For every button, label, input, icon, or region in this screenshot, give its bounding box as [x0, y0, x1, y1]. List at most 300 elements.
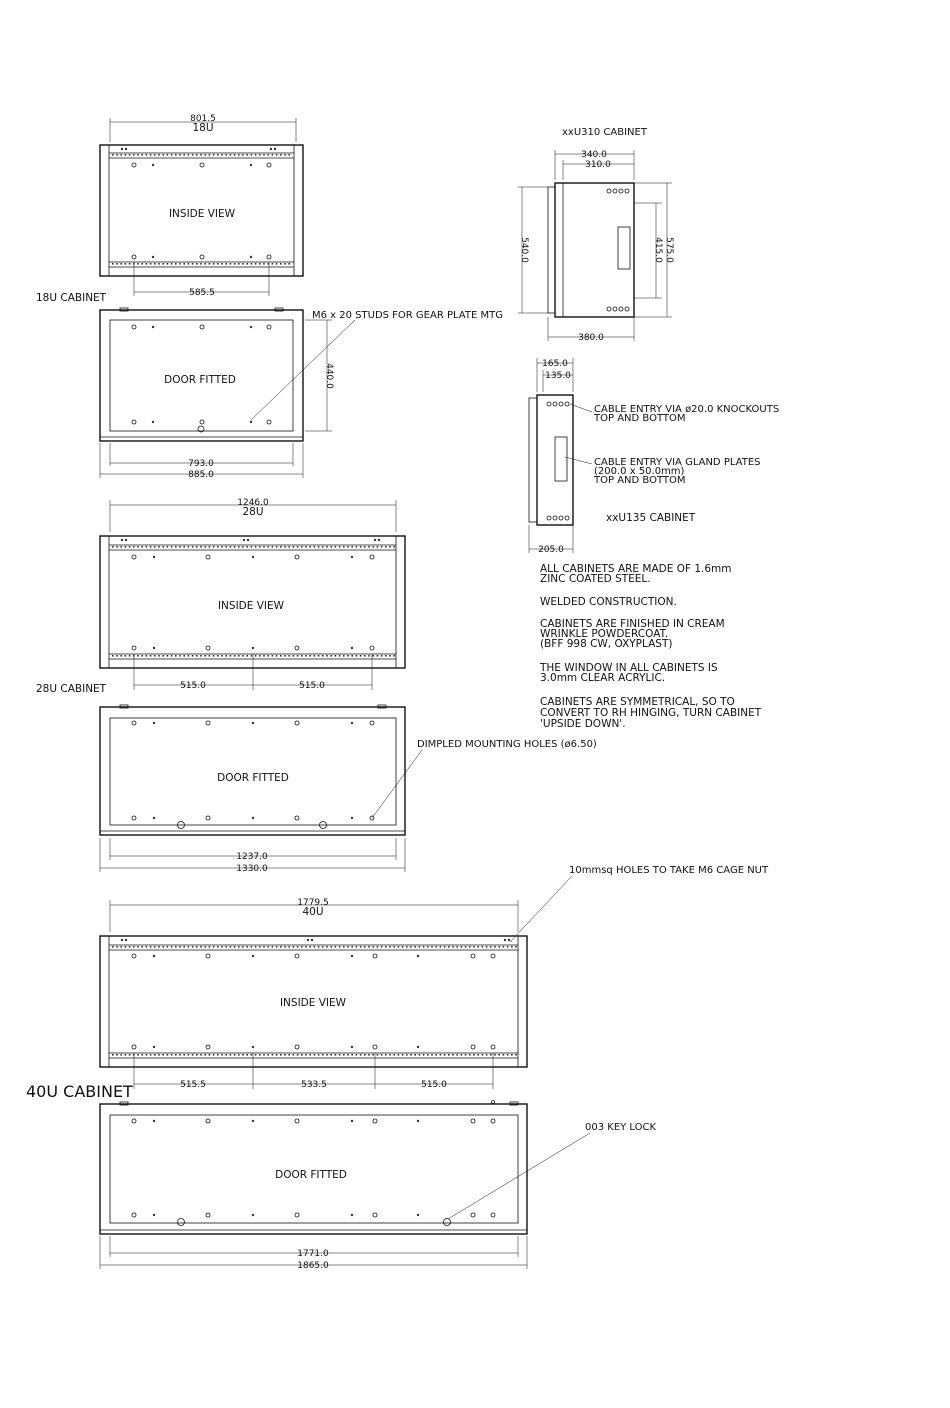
mounting-hole	[153, 1046, 155, 1048]
cage-nut-hole	[284, 154, 286, 156]
cage-nut-hole	[272, 546, 274, 548]
mounting-hole	[132, 1213, 136, 1217]
cage-nut-hole	[263, 154, 265, 156]
mounting-hole	[206, 1045, 210, 1049]
cage-nut-hole	[343, 655, 345, 657]
cage-nut-hole	[217, 655, 219, 657]
cage-nut-hole	[171, 655, 173, 657]
cage-nut-hole	[318, 655, 320, 657]
cage-nut-hole	[221, 546, 223, 548]
cage-nut-hole	[167, 546, 169, 548]
cage-nut-hole	[225, 655, 227, 657]
cage-nut-hole	[276, 655, 278, 657]
cage-nut-hole	[204, 154, 206, 156]
cage-nut-hole	[213, 1054, 215, 1056]
stud	[504, 939, 506, 941]
cage-nut-hole	[167, 1054, 169, 1056]
cage-nut-hole	[272, 655, 274, 657]
mounting-hole	[471, 1119, 475, 1123]
cage-nut-hole	[137, 154, 139, 156]
cage-nut-hole	[213, 263, 215, 265]
cage-nut-hole	[238, 1054, 240, 1056]
cage-nut-hole	[477, 1054, 479, 1056]
cage-nut-hole	[137, 263, 139, 265]
cage-nut-hole	[188, 1054, 190, 1056]
cage-nut-hole	[276, 946, 278, 948]
mounting-hole	[417, 1120, 419, 1122]
cage-nut-hole	[318, 546, 320, 548]
cage-nut-hole	[419, 946, 421, 948]
cage-nut-hole	[204, 1054, 206, 1056]
cab40-outer-dim: 1865.0	[297, 1261, 329, 1271]
cage-nut-hole	[318, 1054, 320, 1056]
cage-nut-hole	[242, 655, 244, 657]
cage-nut-hole	[389, 546, 391, 548]
cage-nut-hole	[385, 546, 387, 548]
mounting-hole	[351, 1214, 353, 1216]
cage-nut-hole	[377, 946, 379, 948]
cage-nut-hole	[393, 655, 395, 657]
cage-nut-hole	[162, 1054, 164, 1056]
mounting-hole	[250, 164, 252, 166]
cage-nut-hole	[141, 263, 143, 265]
cage-nut-hole	[133, 154, 135, 156]
cage-nut-hole	[301, 946, 303, 948]
cage-nut-hole	[213, 546, 215, 548]
cage-nut-hole	[146, 1054, 148, 1056]
cage-nut-hole	[372, 1054, 374, 1056]
mounting-hole	[250, 256, 252, 258]
cage-nut-hole	[209, 154, 211, 156]
cage-nut-hole	[196, 1054, 198, 1056]
mounting-hole	[152, 326, 154, 328]
note-4a: THE WINDOW IN ALL CABINETS IS	[540, 662, 718, 674]
cab18-stud-note: M6 x 20 STUDS FOR GEAR PLATE MTG	[312, 310, 503, 321]
cab40-title: 40U CABINET	[26, 1082, 133, 1101]
mounting-hole	[153, 556, 155, 558]
stud	[125, 148, 127, 150]
cage-nut-hole	[259, 655, 261, 657]
cage-nut-hole	[385, 655, 387, 657]
stud	[125, 939, 127, 941]
cage-nut-hole	[393, 1054, 395, 1056]
cage-nut-hole	[406, 1054, 408, 1056]
cab18-holes	[112, 148, 290, 265]
cage-nut-hole	[398, 1054, 400, 1056]
cage-nut-hole	[280, 154, 282, 156]
mounting-hole	[206, 555, 210, 559]
cage-nut-hole	[339, 655, 341, 657]
cage-nut-hole	[175, 946, 177, 948]
cage-nut-hole	[276, 263, 278, 265]
cage-nut-hole	[343, 946, 345, 948]
cage-nut-hole	[465, 1054, 467, 1056]
cage-nut-hole	[255, 546, 257, 548]
cage-nut-hole	[255, 655, 257, 657]
mounting-hole	[295, 954, 299, 958]
cage-nut-hole	[486, 1054, 488, 1056]
cab40-inner-dim: 1771.0	[297, 1249, 329, 1259]
u310-dim-540: 540.0	[519, 237, 529, 263]
cage-nut-hole	[314, 546, 316, 548]
mounting-hole	[252, 1120, 254, 1122]
stud	[378, 539, 380, 541]
cage-nut-hole	[272, 154, 274, 156]
cage-nut-hole	[267, 154, 269, 156]
cage-nut-hole	[272, 263, 274, 265]
cab40-lock-note: 003 KEY LOCK	[585, 1122, 657, 1133]
note-3c: (BFF 998 CW, OXYPLAST)	[540, 638, 673, 650]
cage-nut-hole	[452, 946, 454, 948]
cage-nut-hole	[137, 655, 139, 657]
cage-nut-hole	[213, 946, 215, 948]
cage-nut-hole	[284, 263, 286, 265]
cage-nut-hole	[238, 154, 240, 156]
cage-nut-hole	[293, 546, 295, 548]
note-5c: 'UPSIDE DOWN'.	[540, 718, 626, 730]
u135-side-view	[529, 358, 779, 555]
cage-nut-hole	[498, 1054, 500, 1056]
cage-nut-hole	[234, 946, 236, 948]
mounting-hole	[373, 1213, 377, 1217]
cage-nut-hole	[335, 655, 337, 657]
cage-nut-hole	[372, 946, 374, 948]
cage-nut-hole	[112, 154, 114, 156]
cage-nut-hole	[440, 1054, 442, 1056]
cage-nut-hole	[461, 946, 463, 948]
cage-nut-hole	[389, 655, 391, 657]
cage-nut-hole	[192, 946, 194, 948]
cage-nut-hole	[410, 946, 412, 948]
stud	[508, 939, 510, 941]
mounting-hole	[153, 722, 155, 724]
stud	[125, 539, 127, 541]
u310-side-view	[518, 127, 674, 343]
cage-nut-hole	[364, 1054, 366, 1056]
cab40-inside-label: INSIDE VIEW	[279, 997, 347, 1009]
mounting-hole	[132, 816, 136, 820]
cage-nut-hole	[368, 655, 370, 657]
cab18-inside-label: INSIDE VIEW	[168, 208, 236, 220]
cage-nut-hole	[330, 655, 332, 657]
cage-nut-hole	[360, 546, 362, 548]
cage-nut-hole	[171, 546, 173, 548]
cage-nut-hole	[309, 655, 311, 657]
mounting-hole	[351, 955, 353, 957]
cage-nut-hole	[377, 655, 379, 657]
cage-nut-hole	[171, 946, 173, 948]
cage-nut-hole	[351, 546, 353, 548]
cage-nut-hole	[230, 263, 232, 265]
cage-nut-hole	[204, 946, 206, 948]
cage-nut-hole	[196, 154, 198, 156]
cage-nut-hole	[259, 946, 261, 948]
cab40-size-label: 40U	[302, 906, 324, 918]
stud	[270, 148, 272, 150]
mounting-hole	[152, 421, 154, 423]
cage-nut-hole	[238, 655, 240, 657]
cage-nut-hole	[158, 546, 160, 548]
cab18-inner-dim: 793.0	[188, 459, 214, 469]
mounting-hole	[351, 647, 353, 649]
cage-nut-hole	[259, 546, 261, 548]
cage-nut-hole	[276, 546, 278, 548]
cage-nut-hole	[255, 1054, 257, 1056]
cage-nut-hole	[318, 946, 320, 948]
cage-nut-hole	[389, 946, 391, 948]
cage-nut-hole	[175, 263, 177, 265]
cage-nut-hole	[377, 1054, 379, 1056]
mounting-hole	[373, 1045, 377, 1049]
note-5b: CONVERT TO RH HINGING, TURN CABINET	[540, 707, 762, 719]
cage-nut-hole	[267, 655, 269, 657]
cage-nut-hole	[343, 1054, 345, 1056]
cage-nut-hole	[309, 946, 311, 948]
cage-nut-hole	[515, 1054, 517, 1056]
cage-nut-hole	[503, 1054, 505, 1056]
cage-nut-hole	[120, 946, 122, 948]
cage-nut-hole	[179, 154, 181, 156]
cage-nut-hole	[276, 1054, 278, 1056]
cage-nut-hole	[150, 154, 152, 156]
mounting-hole	[471, 1213, 475, 1217]
cage-nut-hole	[402, 946, 404, 948]
cage-nut-hole	[435, 1054, 437, 1056]
cage-nut-hole	[129, 946, 131, 948]
cage-nut-hole	[322, 1054, 324, 1056]
cage-nut-hole	[183, 154, 185, 156]
cage-nut-hole	[234, 154, 236, 156]
cage-nut-hole	[414, 946, 416, 948]
cab18-inside-view	[100, 114, 303, 298]
cage-nut-hole	[137, 946, 139, 948]
latch-stud	[492, 1101, 495, 1104]
mounting-hole	[267, 325, 271, 329]
cage-nut-hole	[116, 1054, 118, 1056]
cage-nut-hole	[448, 1054, 450, 1056]
cab28-outer-dim: 1330.0	[236, 864, 268, 874]
mounting-hole	[152, 164, 154, 166]
cage-nut-hole	[141, 655, 143, 657]
cab18-door-holes	[120, 308, 283, 424]
cage-nut-hole	[288, 1054, 290, 1056]
cage-nut-hole	[125, 546, 127, 548]
cage-nut-hole	[280, 1054, 282, 1056]
cage-nut-hole	[213, 655, 215, 657]
cage-nut-hole	[263, 546, 265, 548]
cab18-top-dim: 801.5	[190, 114, 216, 124]
cab28-inside-view	[100, 498, 405, 691]
cage-nut-hole	[192, 546, 194, 548]
cage-nut-hole	[251, 546, 253, 548]
cage-nut-hole	[276, 154, 278, 156]
cage-nut-hole	[154, 946, 156, 948]
cage-nut-hole	[146, 263, 148, 265]
cage-nut-hole	[255, 154, 257, 156]
mounting-hole	[132, 420, 136, 424]
mounting-hole	[370, 721, 374, 725]
cage-nut-hole	[129, 1054, 131, 1056]
cage-nut-hole	[242, 154, 244, 156]
cage-nut-hole	[364, 655, 366, 657]
cage-nut-hole	[288, 946, 290, 948]
cage-nut-hole	[503, 946, 505, 948]
cage-nut-hole	[301, 655, 303, 657]
cage-nut-hole	[339, 1054, 341, 1056]
cage-nut-hole	[414, 1054, 416, 1056]
cage-nut-hole	[301, 1054, 303, 1056]
cage-nut-hole	[347, 1054, 349, 1056]
cage-nut-hole	[137, 546, 139, 548]
cab28-size-label: 28U	[242, 506, 264, 518]
cage-nut-hole	[267, 263, 269, 265]
cage-nut-hole	[246, 946, 248, 948]
cage-nut-hole	[406, 946, 408, 948]
cab40-top-dim: 1779.5	[297, 898, 329, 908]
cage-nut-hole	[335, 946, 337, 948]
cage-nut-hole	[234, 263, 236, 265]
cage-nut-hole	[427, 946, 429, 948]
cage-nut-hole	[330, 546, 332, 548]
cage-nut-hole	[183, 946, 185, 948]
cage-nut-hole	[204, 263, 206, 265]
mounting-hole	[252, 556, 254, 558]
cage-nut-hole	[507, 1054, 509, 1056]
cab40-pitch-dim-1: 515.5	[180, 1080, 206, 1090]
cage-nut-hole	[133, 1054, 135, 1056]
cage-nut-hole	[293, 1054, 295, 1056]
stud	[247, 539, 249, 541]
u310-title: xxU310 CABINET	[562, 127, 647, 138]
cage-nut-hole	[200, 946, 202, 948]
cage-nut-hole	[225, 946, 227, 948]
cage-nut-hole	[360, 655, 362, 657]
cage-nut-hole	[356, 946, 358, 948]
cage-nut-hole	[225, 546, 227, 548]
cab40-door-label: DOOR FITTED	[275, 1169, 347, 1181]
mounting-hole	[491, 1119, 495, 1123]
cage-nut-hole	[204, 655, 206, 657]
cage-nut-hole	[330, 1054, 332, 1056]
mounting-hole	[200, 325, 204, 329]
cage-nut-hole	[116, 546, 118, 548]
cage-nut-hole	[154, 154, 156, 156]
cage-nut-hole	[251, 946, 253, 948]
mounting-hole	[373, 954, 377, 958]
cage-nut-hole	[259, 154, 261, 156]
mounting-hole	[250, 421, 252, 423]
cage-nut-hole	[473, 1054, 475, 1056]
cage-nut-hole	[238, 546, 240, 548]
mounting-hole	[351, 556, 353, 558]
cage-nut-hole	[183, 546, 185, 548]
cage-nut-hole	[175, 1054, 177, 1056]
cage-nut-hole	[162, 655, 164, 657]
cage-nut-hole	[188, 546, 190, 548]
cage-nut-hole	[444, 1054, 446, 1056]
cab40-door-holes	[120, 1101, 518, 1218]
cage-nut-hole	[486, 946, 488, 948]
cage-nut-hole	[175, 546, 177, 548]
mounting-hole	[252, 817, 254, 819]
cage-nut-hole	[116, 263, 118, 265]
cage-nut-hole	[507, 946, 509, 948]
cage-nut-hole	[217, 154, 219, 156]
cage-nut-hole	[372, 546, 374, 548]
cage-nut-hole	[494, 946, 496, 948]
cage-nut-hole	[234, 655, 236, 657]
cage-nut-hole	[469, 946, 471, 948]
cage-nut-hole	[385, 946, 387, 948]
cage-nut-hole	[167, 154, 169, 156]
cage-nut-hole	[225, 154, 227, 156]
cage-nut-hole	[200, 655, 202, 657]
cage-nut-hole	[297, 1054, 299, 1056]
cage-nut-hole	[150, 1054, 152, 1056]
cage-nut-hole	[347, 946, 349, 948]
cage-nut-hole	[221, 1054, 223, 1056]
mounting-hole	[295, 721, 299, 725]
cage-nut-hole	[431, 1054, 433, 1056]
cage-nut-hole	[204, 546, 206, 548]
mounting-hole	[491, 1213, 495, 1217]
cage-nut-hole	[112, 546, 114, 548]
cage-nut-hole	[448, 946, 450, 948]
cage-nut-hole	[162, 546, 164, 548]
cage-nut-hole	[246, 546, 248, 548]
u135-knockout-note-1: CABLE ENTRY VIA ø20.0 KNOCKOUTS	[594, 404, 780, 415]
mounting-hole	[132, 325, 136, 329]
cage-nut-hole	[322, 946, 324, 948]
cage-nut-hole	[246, 1054, 248, 1056]
cage-nut-hole	[179, 546, 181, 548]
cage-nut-hole	[263, 1054, 265, 1056]
u135-dim-205: 205.0	[538, 545, 564, 555]
cage-nut-hole	[120, 546, 122, 548]
cage-nut-hole	[234, 546, 236, 548]
stud	[274, 148, 276, 150]
cage-nut-hole	[238, 263, 240, 265]
cage-nut-hole	[398, 946, 400, 948]
stud	[121, 939, 123, 941]
cage-nut-hole	[297, 946, 299, 948]
note-2: WELDED CONSTRUCTION.	[540, 596, 677, 608]
cage-nut-hole	[125, 1054, 127, 1056]
u135-dim-165: 165.0	[542, 359, 568, 369]
cage-nut-hole	[221, 154, 223, 156]
cage-nut-hole	[284, 546, 286, 548]
cage-nut-hole	[259, 263, 261, 265]
mounting-hole	[200, 420, 204, 424]
cage-nut-hole	[183, 1054, 185, 1056]
cage-nut-hole	[150, 655, 152, 657]
u310-dim-575: 575.0	[664, 237, 674, 263]
cage-nut-hole	[120, 1054, 122, 1056]
cage-nut-hole	[343, 546, 345, 548]
cage-nut-hole	[179, 1054, 181, 1056]
cage-nut-hole	[112, 1054, 114, 1056]
cage-nut-hole	[305, 655, 307, 657]
mounting-hole	[153, 1214, 155, 1216]
cage-nut-hole	[288, 263, 290, 265]
mounting-hole	[267, 255, 271, 259]
note-3a: CABINETS ARE FINISHED IN CREAM	[540, 618, 725, 630]
cage-nut-hole	[192, 263, 194, 265]
cage-nut-hole	[133, 546, 135, 548]
cage-nut-hole	[381, 546, 383, 548]
mounting-hole	[206, 1213, 210, 1217]
mounting-hole	[206, 954, 210, 958]
